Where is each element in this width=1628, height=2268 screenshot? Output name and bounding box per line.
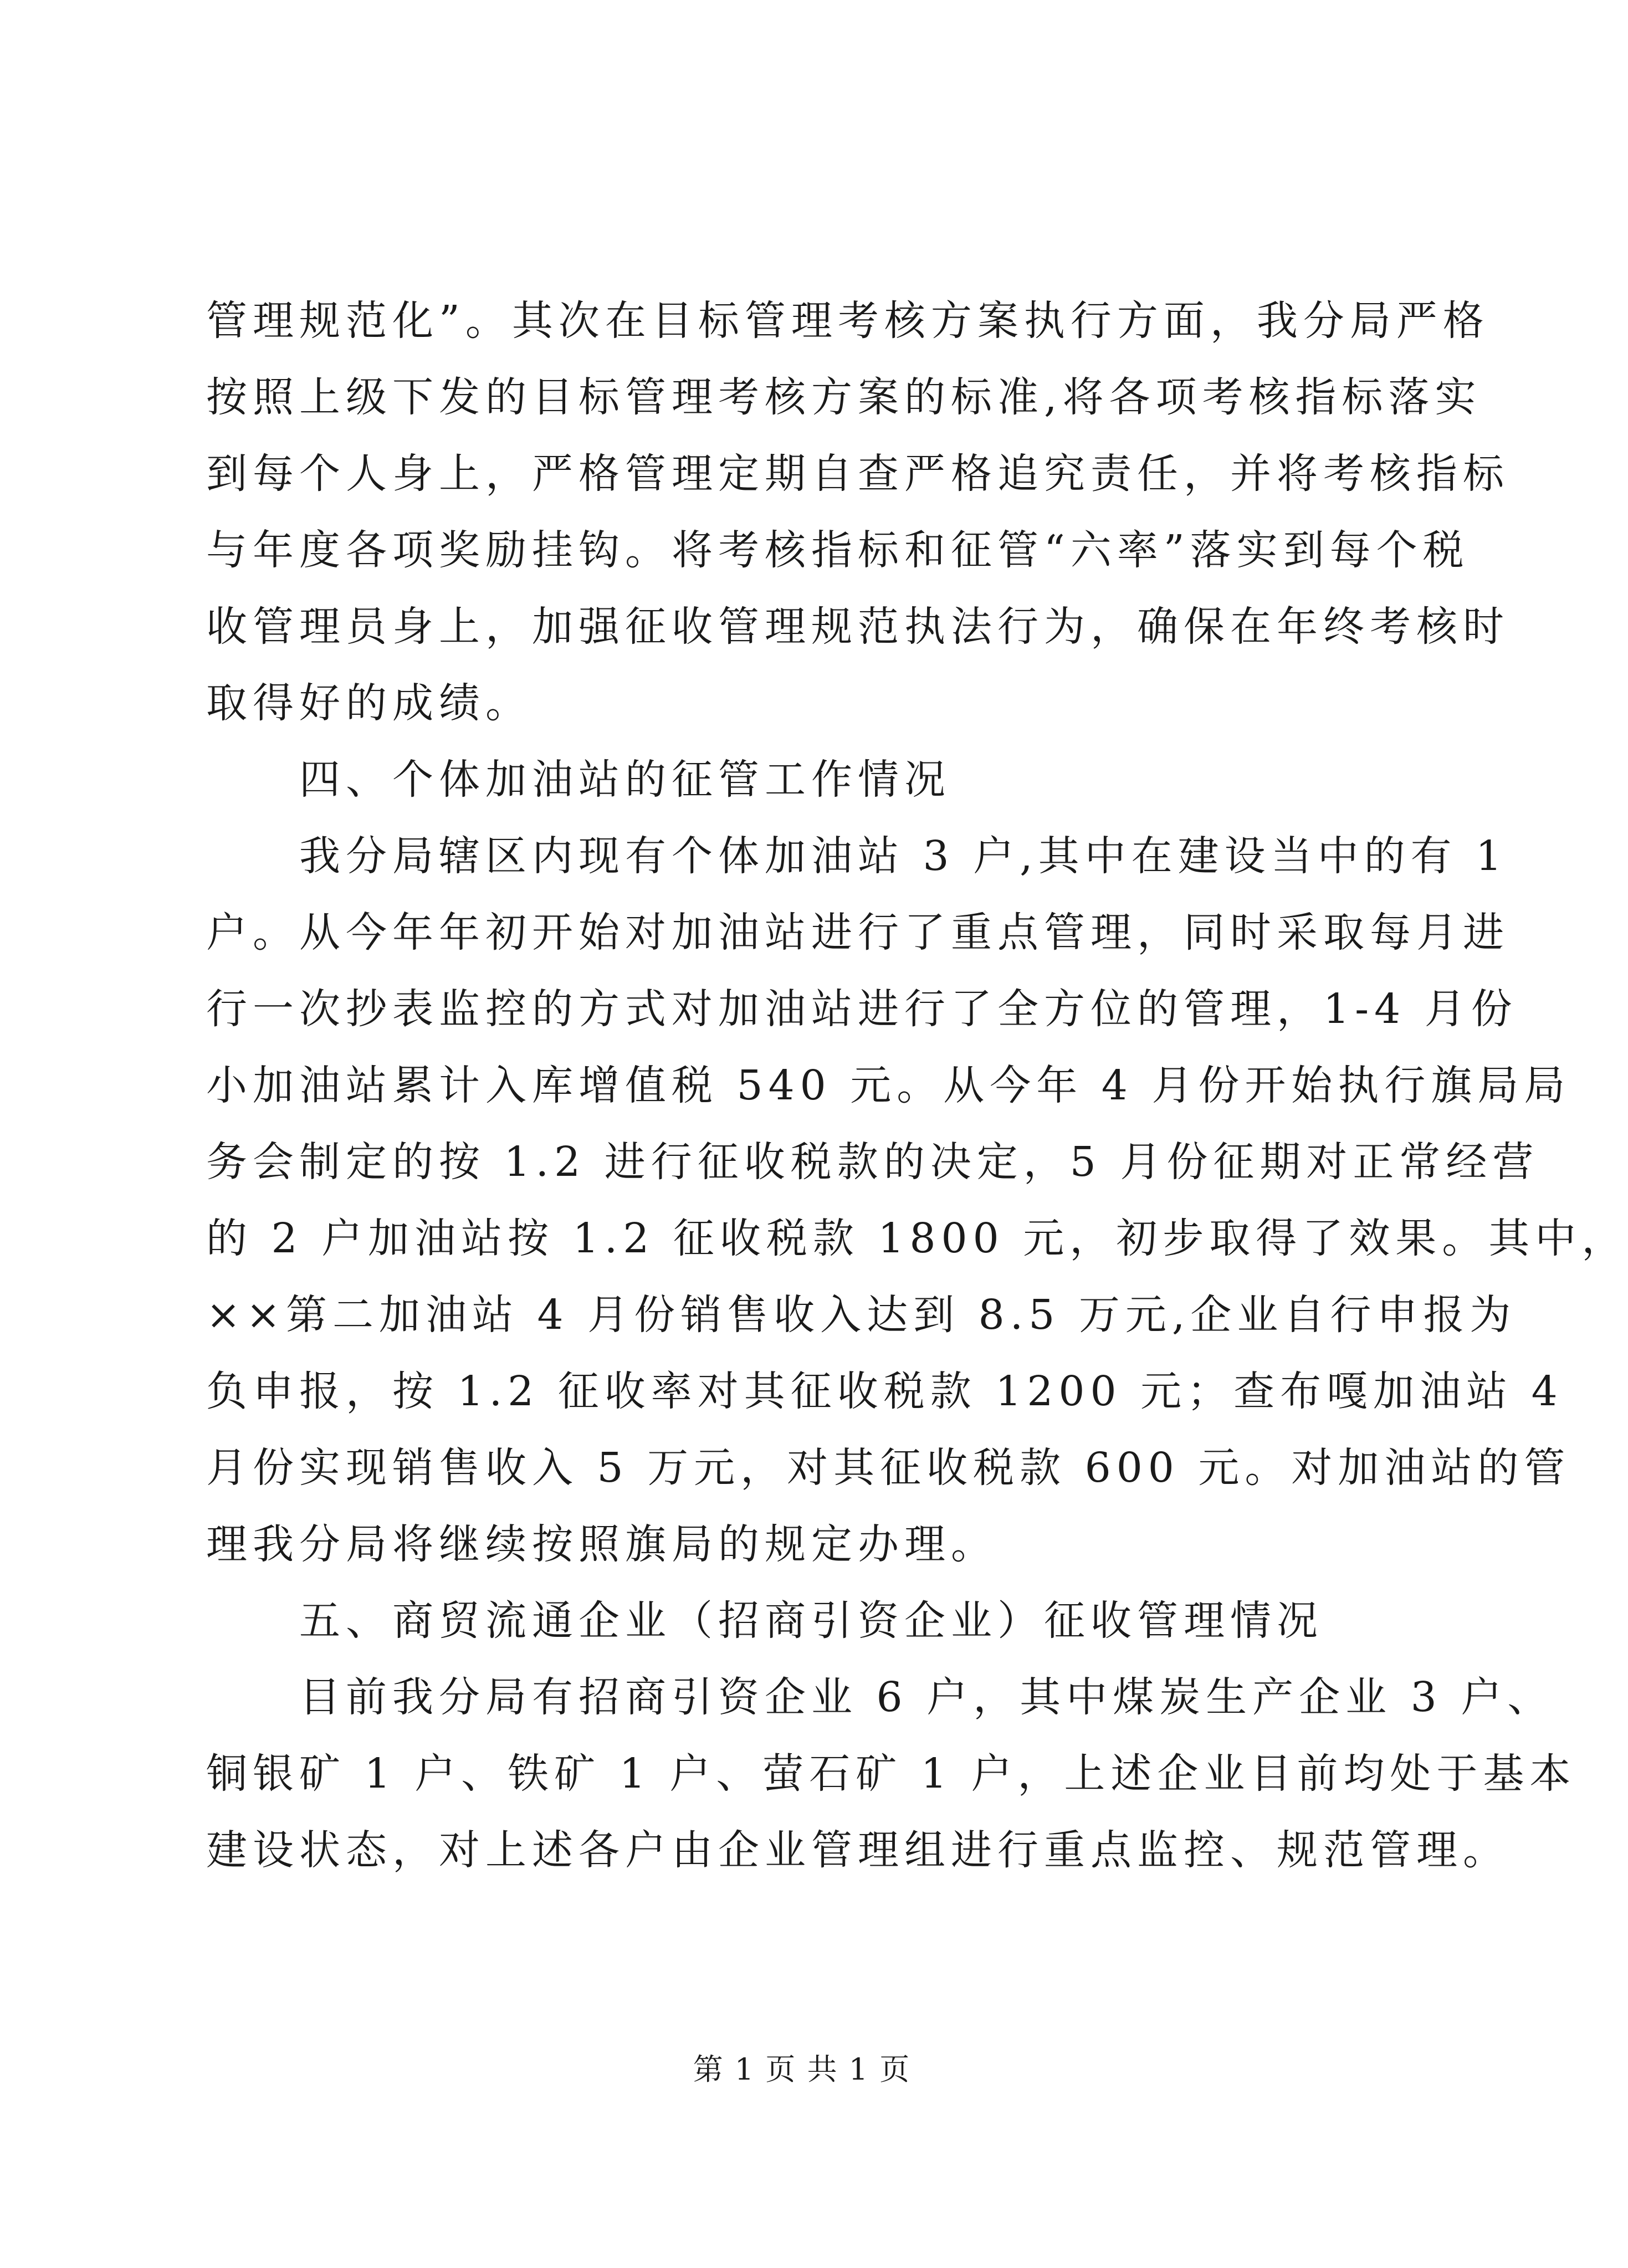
text-line-15: 负申报，按 1.2 征收率对其征收税款 1200 元；查布嘎加油站 4 xyxy=(206,1368,1563,1415)
text-line-3: 到每个人身上，严格管理定期自查严格追究责任，并将考核指标 xyxy=(206,450,1509,498)
text-line-1: 管理规范化”。其次在目标管理考核方案执行方面，我分局严格 xyxy=(206,297,1489,345)
text-line-8: 我分局辖区内现有个体加油站 3 户,其中在建设当中的有 1 xyxy=(299,832,1508,880)
text-line-17: 理我分局将继续按照旗局的规定办理。 xyxy=(206,1520,997,1568)
text-line-14: ××第二加油站 4 月份销售收入达到 8.5 万元,企业自行申报为 xyxy=(206,1291,1517,1339)
text-line-20: 铜银矿 1 户、铁矿 1 户、萤石矿 1 户，上述企业目前均处于基本 xyxy=(206,1750,1576,1798)
text-line-12: 务会制定的按 1.2 进行征收税款的决定，5 月份征期对正常经营 xyxy=(206,1138,1539,1186)
text-line-16: 月份实现销售收入 5 万元，对其征收税款 600 元。对加油站的管 xyxy=(206,1444,1571,1492)
text-line-13: 的 2 户加油站按 1.2 征收税款 1800 元，初步取得了效果。其中， xyxy=(206,1215,1628,1262)
text-line-2: 按照上级下发的目标管理考核方案的标准,将各项考核指标落实 xyxy=(206,373,1482,421)
section-heading-5: 五、商贸流通企业（招商引资企业）征收管理情况 xyxy=(299,1597,1323,1645)
text-line-21: 建设状态，对上述各户由企业管理组进行重点监控、规范管理。 xyxy=(206,1826,1509,1874)
text-line-9: 户。从今年年初开始对加油站进行了重点管理，同时采取每月进 xyxy=(206,909,1509,956)
text-line-11: 小加油站累计入库增值税 540 元。从今年 4 月份开始执行旗局局 xyxy=(206,1062,1571,1109)
text-line-5: 收管理员身上，加强征收管理规范执法行为，确保在年终考核时 xyxy=(206,603,1509,651)
page-number-footer: 第 1 页 共 1 页 xyxy=(693,2052,911,2087)
text-line-6: 取得好的成绩。 xyxy=(206,679,532,727)
text-line-10: 行一次抄表监控的方式对加油站进行了全方位的管理，1-4 月份 xyxy=(206,985,1518,1033)
text-line-4: 与年度各项奖励挂钩。将考核指标和征管“六率”落实到每个税 xyxy=(206,526,1470,574)
section-heading-4: 四、个体加油站的征管工作情况 xyxy=(299,756,951,803)
text-line-19: 目前我分局有招商引资企业 6 户，其中煤炭生产企业 3 户、 xyxy=(299,1673,1554,1721)
document-body xyxy=(206,283,1628,1888)
